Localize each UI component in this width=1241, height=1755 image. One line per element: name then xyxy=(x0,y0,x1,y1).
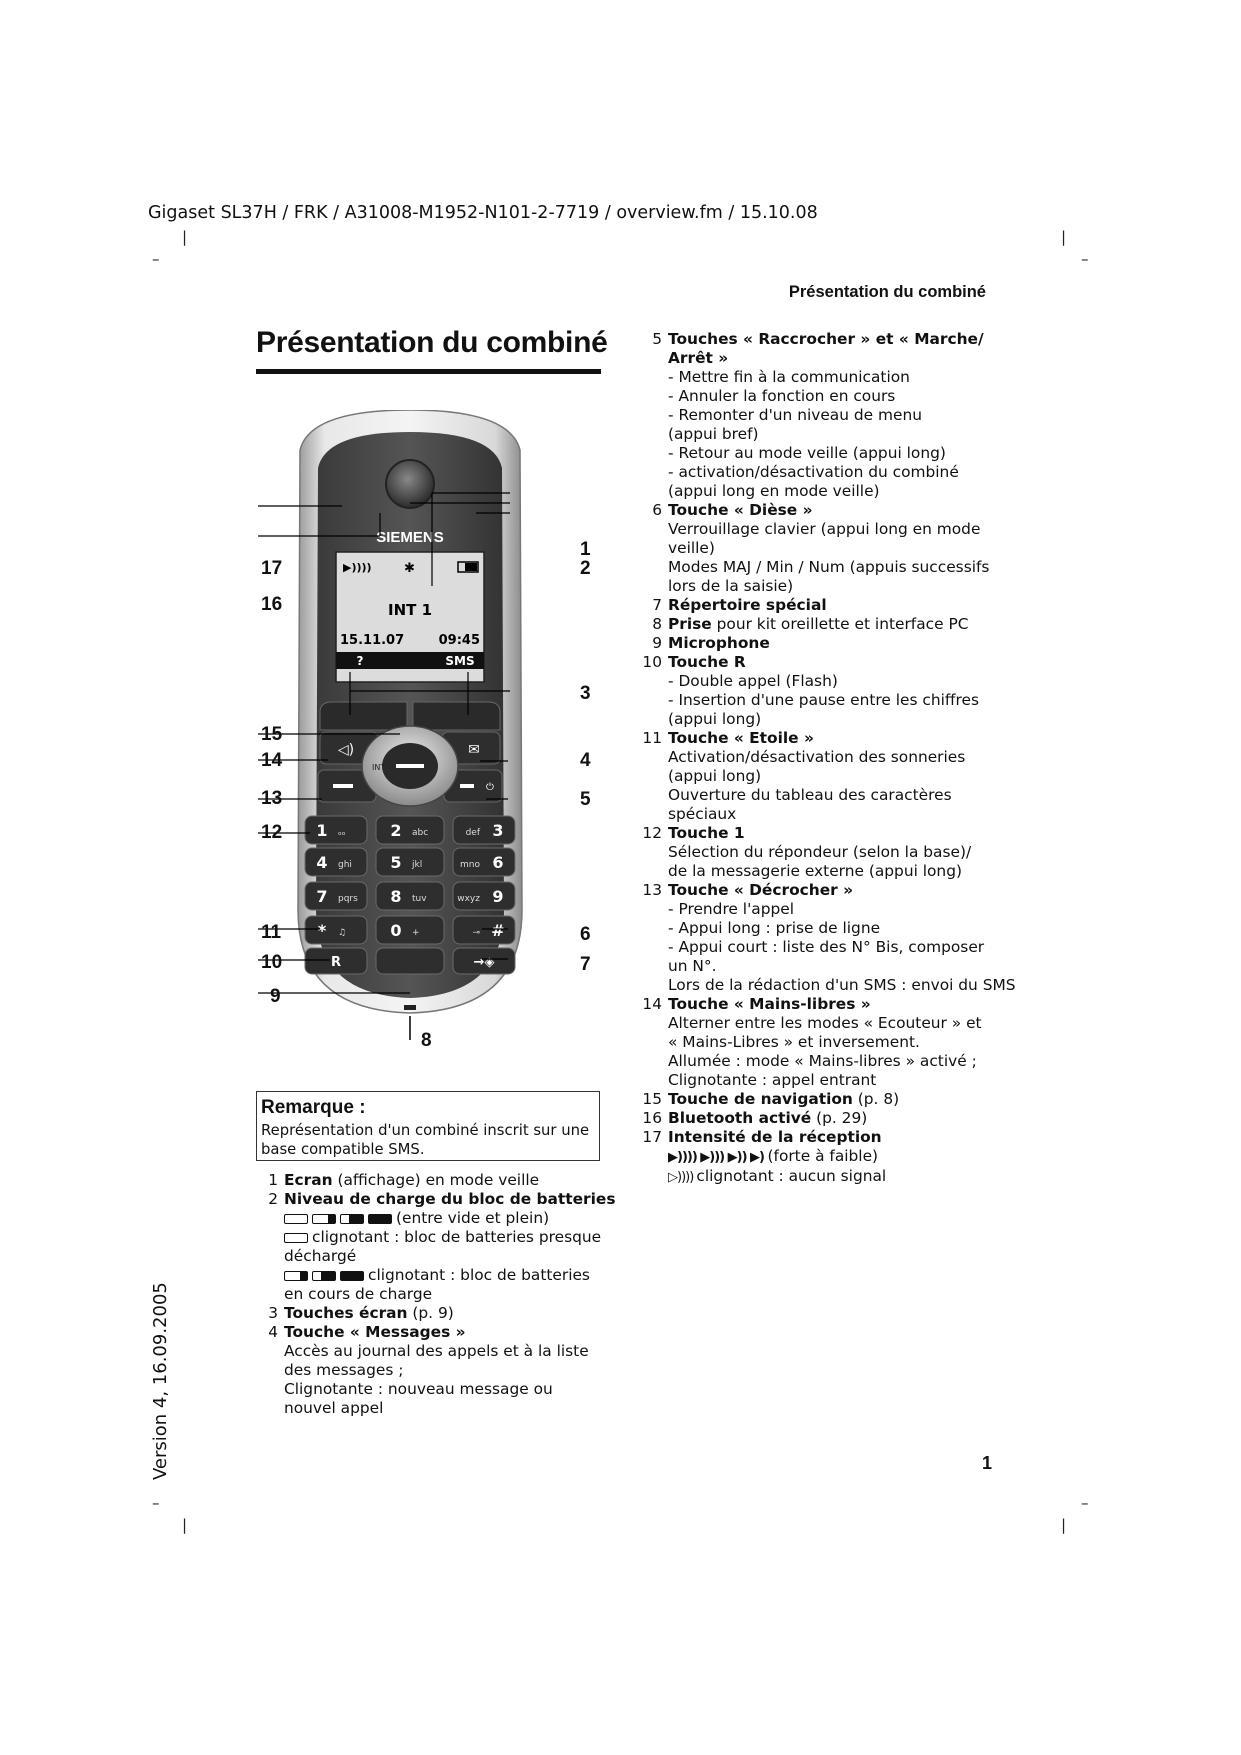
legend-item-7 xyxy=(640,596,1000,615)
legend-item-1 xyxy=(256,1171,601,1190)
legend-rest: (affichage) en mode veille xyxy=(332,1171,540,1189)
key-letters: ⊸ xyxy=(472,928,480,938)
softkey-right-label: SMS xyxy=(445,654,475,668)
key-letters: tuv xyxy=(412,894,427,904)
legend-line: Clignotante : nouveau message ou xyxy=(284,1380,553,1398)
callout-4: 4 xyxy=(580,750,591,771)
legend-line: - Mettre fin à la communication xyxy=(668,368,910,386)
legend-line: - Annuler la fonction en cours xyxy=(668,387,896,405)
page-title: Présentation du combiné xyxy=(256,326,608,359)
legend-line: en cours de charge xyxy=(284,1285,433,1303)
legend-number: 7 xyxy=(652,596,662,614)
battery-two-thirds-icon xyxy=(312,1271,336,1281)
nav-int-label: INT xyxy=(372,763,386,772)
crop-mark: – xyxy=(152,250,160,268)
softkey-right xyxy=(413,702,500,730)
key-3 xyxy=(453,816,515,844)
legend-term: Ecran xyxy=(284,1171,333,1189)
legend-item-12 xyxy=(640,824,1000,881)
legend-number: 15 xyxy=(642,1090,662,1108)
key-letters: jkl xyxy=(412,860,423,870)
legend-number: 12 xyxy=(642,824,662,842)
legend-line: Ouverture du tableau des caractères xyxy=(668,786,952,804)
key-6 xyxy=(453,848,515,876)
legend-line: (appui bref) xyxy=(668,425,759,443)
callout-17: 17 xyxy=(261,558,283,579)
callout-3: 3 xyxy=(580,683,591,704)
key-digit: 4 xyxy=(316,853,328,872)
r-key xyxy=(305,948,367,974)
legend-line: nouvel appel xyxy=(284,1399,384,1417)
r-key-label: R xyxy=(330,955,342,970)
legend-term: Touche « Décrocher » xyxy=(668,881,854,899)
softkey-left xyxy=(320,702,407,730)
running-title: Présentation du combiné xyxy=(788,283,986,301)
legend-item-11 xyxy=(640,729,1000,824)
callout-10: 10 xyxy=(261,952,283,973)
legend-line: - Appui court : liste des N° Bis, composer xyxy=(668,938,985,956)
legend-item-2 xyxy=(256,1190,616,1304)
key-9 xyxy=(453,882,515,910)
envelope-icon: ✉ xyxy=(468,742,480,758)
screen-date: 15.11.07 xyxy=(340,633,405,648)
legend-line: (appui long) xyxy=(668,767,762,785)
key-4 xyxy=(305,848,367,876)
legend-term: Touche « Etoile » xyxy=(668,729,814,747)
key-0 xyxy=(376,916,444,944)
legend-number: 3 xyxy=(268,1304,278,1322)
key-letters: abc xyxy=(412,828,429,838)
callout-13: 13 xyxy=(261,788,283,809)
legend-line: Modes MAJ / Min / Num (appuis successifs xyxy=(668,558,990,576)
key-8 xyxy=(376,882,444,910)
legend-number: 11 xyxy=(642,729,662,747)
mic-key xyxy=(376,948,444,974)
key-digit: 0 xyxy=(390,921,402,940)
legend-line: « Mains-Libres » et inversement. xyxy=(668,1033,920,1051)
legend-number: 8 xyxy=(652,615,662,633)
legend-item-3 xyxy=(256,1304,601,1323)
key-letters: mno xyxy=(460,860,480,870)
callout-9: 9 xyxy=(270,986,281,1007)
legend-number: 10 xyxy=(642,653,662,671)
legend-term: Touche « Messages » xyxy=(284,1323,466,1341)
legend-line: des messages ; xyxy=(284,1361,404,1379)
legend-term: Répertoire spécial xyxy=(668,596,827,614)
key-5 xyxy=(376,848,444,876)
legend-left xyxy=(256,1171,616,1418)
legend-number: 17 xyxy=(642,1128,662,1146)
legend-line: (appui long) xyxy=(668,710,762,728)
crop-mark: | xyxy=(1061,1516,1067,1534)
key-star xyxy=(305,916,367,944)
battery-two-thirds-icon xyxy=(340,1214,364,1224)
legend-number: 16 xyxy=(642,1109,662,1127)
legend-item-4 xyxy=(256,1323,601,1418)
key-letters: pqrs xyxy=(338,894,358,904)
battery-third-icon xyxy=(284,1271,308,1281)
earpiece xyxy=(386,460,434,508)
callout-8: 8 xyxy=(421,1030,432,1051)
legend-line: Clignotante : appel entrant xyxy=(668,1071,877,1089)
legend-line: clignotant : bloc de batteries xyxy=(368,1266,590,1284)
legend-rest: (p. 8) xyxy=(852,1090,900,1108)
legend-term: Niveau de charge du bloc de batteries xyxy=(284,1190,616,1208)
legend-number: 14 xyxy=(642,995,662,1013)
softkey-left-label: ? xyxy=(356,654,364,668)
key-letters: def xyxy=(465,828,480,838)
legend-line: Allumée : mode « Mains-libres » activé ; xyxy=(668,1052,977,1070)
key-7 xyxy=(305,882,367,910)
callout-6: 6 xyxy=(580,924,591,945)
legend-item-8 xyxy=(640,615,1000,634)
key-digit: 6 xyxy=(492,853,504,872)
legend-number: 13 xyxy=(642,881,662,899)
legend-term: Intensité de la réception xyxy=(668,1128,882,1146)
key-digit: 5 xyxy=(390,853,402,872)
key-digit: # xyxy=(491,921,505,940)
key-letters: wxyz xyxy=(457,894,480,904)
handset-illustration xyxy=(250,410,610,1060)
legend-line: déchargé xyxy=(284,1247,357,1265)
crop-mark: – xyxy=(152,1494,160,1512)
legend-term: Touches écran xyxy=(284,1304,408,1322)
legend-line: de la messagerie externe (appui long) xyxy=(668,862,962,880)
title-rule xyxy=(256,369,601,374)
power-icon: ⏻ xyxy=(486,782,494,793)
legend-term: Touche R xyxy=(668,653,746,671)
directory-icon: →◈ xyxy=(473,955,495,970)
legend-item-17 xyxy=(640,1128,1000,1187)
callout-15: 15 xyxy=(261,724,283,745)
legend-number: 4 xyxy=(268,1323,278,1341)
key-letters: ♫ xyxy=(338,928,347,938)
callout-14: 14 xyxy=(261,750,283,771)
legend-line: - Appui long : prise de ligne xyxy=(668,919,881,937)
key-digit: * xyxy=(317,921,327,940)
legend-item-14 xyxy=(640,995,1000,1090)
legend-line: spéciaux xyxy=(668,805,737,823)
legend-line: (forte à faible) xyxy=(767,1147,879,1165)
key-letters: ₒₒ xyxy=(338,828,346,838)
legend-term: Arrêt » xyxy=(668,349,729,367)
legend-line: - Remonter d'un niveau de menu xyxy=(668,406,922,424)
legend-term: Touches « Raccrocher » et « Marche/ xyxy=(668,330,984,348)
legend-line: (appui long en mode veille) xyxy=(668,482,880,500)
callout-2: 2 xyxy=(580,558,591,579)
key-letters: + xyxy=(412,928,420,938)
legend-term: Touche « Dièse » xyxy=(668,501,813,519)
legend-number: 5 xyxy=(652,330,662,348)
key-digit: 8 xyxy=(390,887,402,906)
remark-box xyxy=(256,1091,600,1161)
legend-item-5 xyxy=(640,330,1000,501)
legend-line: Activation/désactivation des sonneries xyxy=(668,748,966,766)
legend-item-15 xyxy=(640,1090,1000,1109)
signal-icon: ▶)))) xyxy=(343,561,372,574)
battery-third-icon xyxy=(312,1214,336,1224)
legend-line: - Double appel (Flash) xyxy=(668,672,838,690)
microphone xyxy=(404,1005,416,1010)
legend-term: Bluetooth activé xyxy=(668,1109,812,1127)
legend-term: Touche « Mains-libres » xyxy=(668,995,871,1013)
callout-5: 5 xyxy=(580,789,591,810)
screen-int-label: INT 1 xyxy=(387,601,433,619)
brand-logo: SIEMENS xyxy=(376,529,444,546)
legend-line: - Prendre l'appel xyxy=(668,900,795,918)
legend-line: Lors de la rédaction d'un SMS : envoi du SMS xyxy=(668,976,1016,994)
legend-line: - activation/désactivation du combiné xyxy=(668,463,959,481)
legend-line: - Insertion d'une pause entre les chiffres xyxy=(668,691,979,709)
crop-mark: | xyxy=(182,228,188,246)
legend-term: Touche 1 xyxy=(668,824,745,842)
key-letters: ghi xyxy=(338,860,352,870)
crop-mark: | xyxy=(182,1516,188,1534)
legend-line: clignotant : aucun signal xyxy=(696,1167,887,1185)
key-digit: 3 xyxy=(492,821,504,840)
callout-12: 12 xyxy=(261,822,283,843)
legend-line: veille) xyxy=(668,539,715,557)
battery-full-icon xyxy=(368,1214,392,1224)
legend-line: Accès au journal des appels et à la liste xyxy=(284,1342,589,1360)
callout-7: 7 xyxy=(580,954,591,975)
page-number: 1 xyxy=(982,1453,993,1473)
screen-time: 09:45 xyxy=(438,633,480,648)
legend-item-13 xyxy=(640,881,1016,995)
battery-empty-icon xyxy=(284,1214,308,1224)
crop-mark: | xyxy=(1061,228,1067,246)
key-2 xyxy=(376,816,444,844)
key-digit: 1 xyxy=(316,821,328,840)
legend-number: 2 xyxy=(268,1190,278,1208)
legend-right xyxy=(640,330,1016,1187)
legend-term: Microphone xyxy=(668,634,770,652)
key-digit: 9 xyxy=(492,887,504,906)
crop-mark: – xyxy=(1081,250,1089,268)
legend-line: Verrouillage clavier (appui long en mode xyxy=(668,520,981,538)
keypad xyxy=(305,816,515,974)
key-digit: 7 xyxy=(316,887,328,906)
file-header: Gigaset SL37H / FRK / A31008-M1952-N101-2-7719 / overview.fm / 15.10.08 xyxy=(148,203,818,223)
signal-strength-icons: ▶)))) ▶))) ▶)) ▶) xyxy=(668,1150,768,1165)
legend-term: Touche de navigation xyxy=(668,1090,853,1108)
callout-1: 1 xyxy=(580,539,591,560)
key-1 xyxy=(305,816,367,844)
callout-16: 16 xyxy=(261,594,283,615)
battery-full-icon xyxy=(340,1271,364,1281)
no-signal-icon: ▷)))) xyxy=(668,1170,697,1185)
legend-rest: (p. 29) xyxy=(811,1109,868,1127)
legend-line: - Retour au mode veille (appui long) xyxy=(668,444,946,462)
legend-number: 1 xyxy=(268,1171,278,1189)
speaker-icon: ◁) xyxy=(337,742,355,758)
crop-mark: – xyxy=(1081,1494,1089,1512)
remark-text: Représentation d'un combiné inscrit sur une base compatible SMS. xyxy=(261,1122,590,1158)
legend-number: 9 xyxy=(652,634,662,652)
bluetooth-icon: ✱ xyxy=(404,561,415,576)
legend-line: Alterner entre les modes « Ecouteur » et xyxy=(668,1014,982,1032)
key-hash xyxy=(453,916,515,944)
directory-key xyxy=(453,948,515,974)
legend-line: un N°. xyxy=(668,957,717,975)
legend-number: 6 xyxy=(652,501,662,519)
key-digit: 2 xyxy=(390,821,402,840)
legend-term: Prise xyxy=(668,615,712,633)
legend-item-6 xyxy=(640,501,1000,596)
legend-item-9 xyxy=(640,634,1000,653)
remark-title: Remarque : xyxy=(261,1097,366,1118)
legend-line: lors de la saisie) xyxy=(668,577,794,595)
legend-rest: (p. 9) xyxy=(407,1304,454,1322)
callout-11: 11 xyxy=(261,922,282,943)
battery-empty-icon xyxy=(284,1233,308,1243)
legend-item-16 xyxy=(640,1109,1000,1128)
legend-item-10 xyxy=(640,653,1000,729)
legend-line: clignotant : bloc de batteries presque xyxy=(312,1228,602,1246)
version-note: Version 4, 16.09.2005 xyxy=(150,1282,171,1480)
legend-line: (entre vide et plein) xyxy=(396,1209,550,1227)
legend-rest: pour kit oreillette et interface PC xyxy=(711,615,969,633)
legend-line: Sélection du répondeur (selon la base)/ xyxy=(668,843,972,861)
